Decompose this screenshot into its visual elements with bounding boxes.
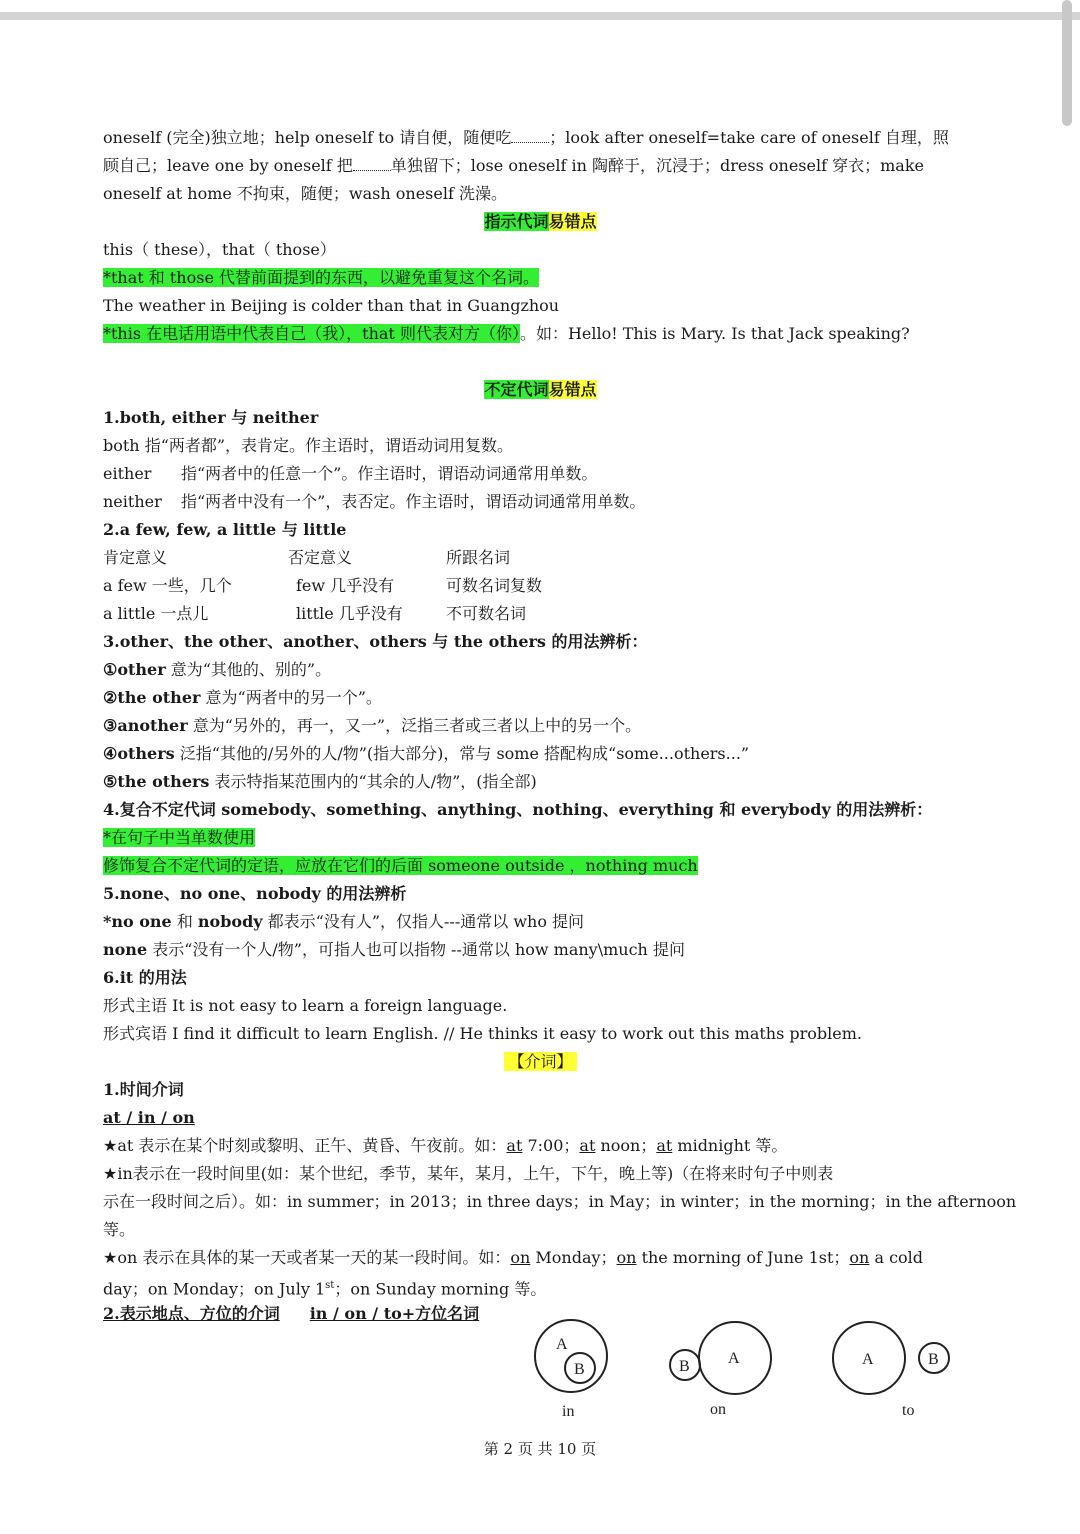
to-diagram [833,1322,949,1419]
compound-pronoun-note-1: *在句子中当单数使用 [103,828,256,847]
demonstrative-line-3: The weather in Beijing is colder than that in Guangzhou [103,296,560,315]
demonstrative-line-4: *this 在电话用语中代表自己（我），that 则代表对方（你）。如：Hello! This is Mary. Is that Jack speaking? [103,324,910,343]
compound-pronoun-note-2: 修饰复合不定代词的定语，应放在它们的后面 someone outside ，nothing much [103,856,698,875]
in-caption: in [562,1403,575,1420]
reflexive-line-3: oneself at home 不拘束，随便；wash oneself 洗澡。 [103,184,507,203]
indefinite-either-line: either 指“两者中的任意一个”。作主语时，谓语动词通常用单数。 [103,464,598,483]
reflexive-line-1: oneself (完全)独立地；help oneself to 请自便，随便吃 ；look after oneself=take care of oneself 自理，照 [103,128,949,147]
indefinite-neither-line: neither 指“两者中没有一个”，表否定。作主语时，谓语动词通常用单数。 [103,492,646,511]
other-usage-item: ③another 意为“另外的，再一，又一”，泛指三者或三者以上中的另一个。 [103,716,642,735]
on-caption: on [710,1401,726,1418]
preposition-on-line-2: day；on Monday；on July 1st；on Sunday morning 等。 [103,1279,547,1299]
indefinite-both-line: both 指“两者都”，表肯定。作主语时，谓语动词用复数。 [103,436,514,455]
reflexive-line-2: 顾自己；leave one by oneself 把 单独留下；lose oneself in 陶醉于，沉浸于；dress oneself 穿衣；make [103,156,924,175]
on-diagram [670,1322,771,1418]
to-small-label: B [928,1351,939,1368]
preposition-at-in-on-subtitle: at / in / on [103,1108,195,1127]
preposition-in-line-3: 等。 [103,1220,136,1239]
other-usage-item: ④others 泛指“其他的/另外的人/物”(指大部分)，常与 some 搭配构成“some...others...” [103,744,750,763]
other-usage-item: ⑤the others 表示特指某范围内的“其余的人/物”，(指全部) [103,772,537,791]
page-number: 第 2 页 共 10 页 [483,1440,597,1458]
demonstrative-line-2: *that 和 those 代替前面提到的东西，以避免重复这个名词。 [103,268,540,287]
it-formal-subject-line: 形式主语 It is not easy to learn a foreign language. [103,996,508,1015]
in-inner-label: B [574,1361,585,1378]
dotted-blank [353,156,391,171]
preposition-section-1-title: 1.时间介词 [103,1080,184,1099]
preposition-on-line-1: ★on 表示在具体的某一天或者某一天的某一段时间。如：on Monday；on the morning of June 1st；on a cold [103,1248,924,1267]
indefinite-title: 不定代词易错点 [484,380,597,399]
demonstrative-title: 指示代词易错点 [484,212,597,231]
dotted-blank [511,128,549,143]
indefinite-section-2-title: 2.a few, few, a little 与 little [103,520,347,539]
it-formal-object-line: 形式宾语 I find it difficult to learn English. // He thinks it easy to work out this maths problem. [103,1024,862,1043]
indefinite-section-4-title: 4.复合不定代词 somebody、something、anything、nothing、everything 和 everybody 的用法辨析： [103,800,933,819]
few-little-table-row: a few 一些，几个 few 几乎没有 可数名词复数 [103,576,543,595]
preposition-at-line: ★at 表示在某个时刻或黎明、正午、黄昏、午夜前。如：at 7:00；at noon；at midnight 等。 [103,1136,788,1155]
few-little-table-header: 肯定意义 否定意义 所跟名词 [103,548,511,567]
document-page [103,124,1017,1328]
other-usage-item: ②the other 意为“两者中的另一个”。 [103,688,382,707]
in-outer-label: A [556,1336,568,1353]
preposition-section-2-title: 2.表示地点、方位的介词 in / on / to+方位名词 [103,1304,480,1323]
indefinite-section-5-title: 5.none、no one、nobody 的用法辨析 [103,884,407,903]
none-line: none 表示“没有一个人/物”，可指人也可以指物 --通常以 how many\much 提问 [103,940,685,959]
preposition-in-line-2: 示在一段时间之后）。如：in summer；in 2013；in three days；in May；in winter；in the morning；in the afternoon [103,1192,1017,1211]
indefinite-section-3-title: 3.other、the other、another、others 与 the others 的用法辨析： [103,632,648,651]
on-small-label: B [679,1358,690,1375]
demonstrative-line-1: this（ these），that（ those） [103,240,336,259]
indefinite-section-1-title: 1.both, either 与 neither [103,408,319,427]
preposition-diagram [530,1318,980,1428]
preposition-title: 【介词】 [103,1048,978,1076]
no-one-nobody-line: *no one 和 nobody 都表示“没有人”，仅指人---通常以 who 提问 [103,912,585,931]
on-big-label: A [728,1350,740,1367]
to-caption: to [902,1402,915,1419]
top-toolbar-strip [0,12,1080,20]
preposition-in-line-1: ★in表示在一段时间里(如：某个世纪，季节，某年，某月，上午，下午，晚上等)（在将来时句子中则表 [103,1164,834,1183]
few-little-table-row: a little 一点儿 little 几乎没有 不可数名词 [103,604,527,623]
to-big-label: A [862,1351,874,1368]
scrollbar-thumb[interactable] [1062,0,1072,126]
in-diagram [535,1320,607,1420]
other-usage-item: ①other 意为“其他的、别的”。 [103,660,332,679]
indefinite-section-6-title: 6.it 的用法 [103,968,187,987]
